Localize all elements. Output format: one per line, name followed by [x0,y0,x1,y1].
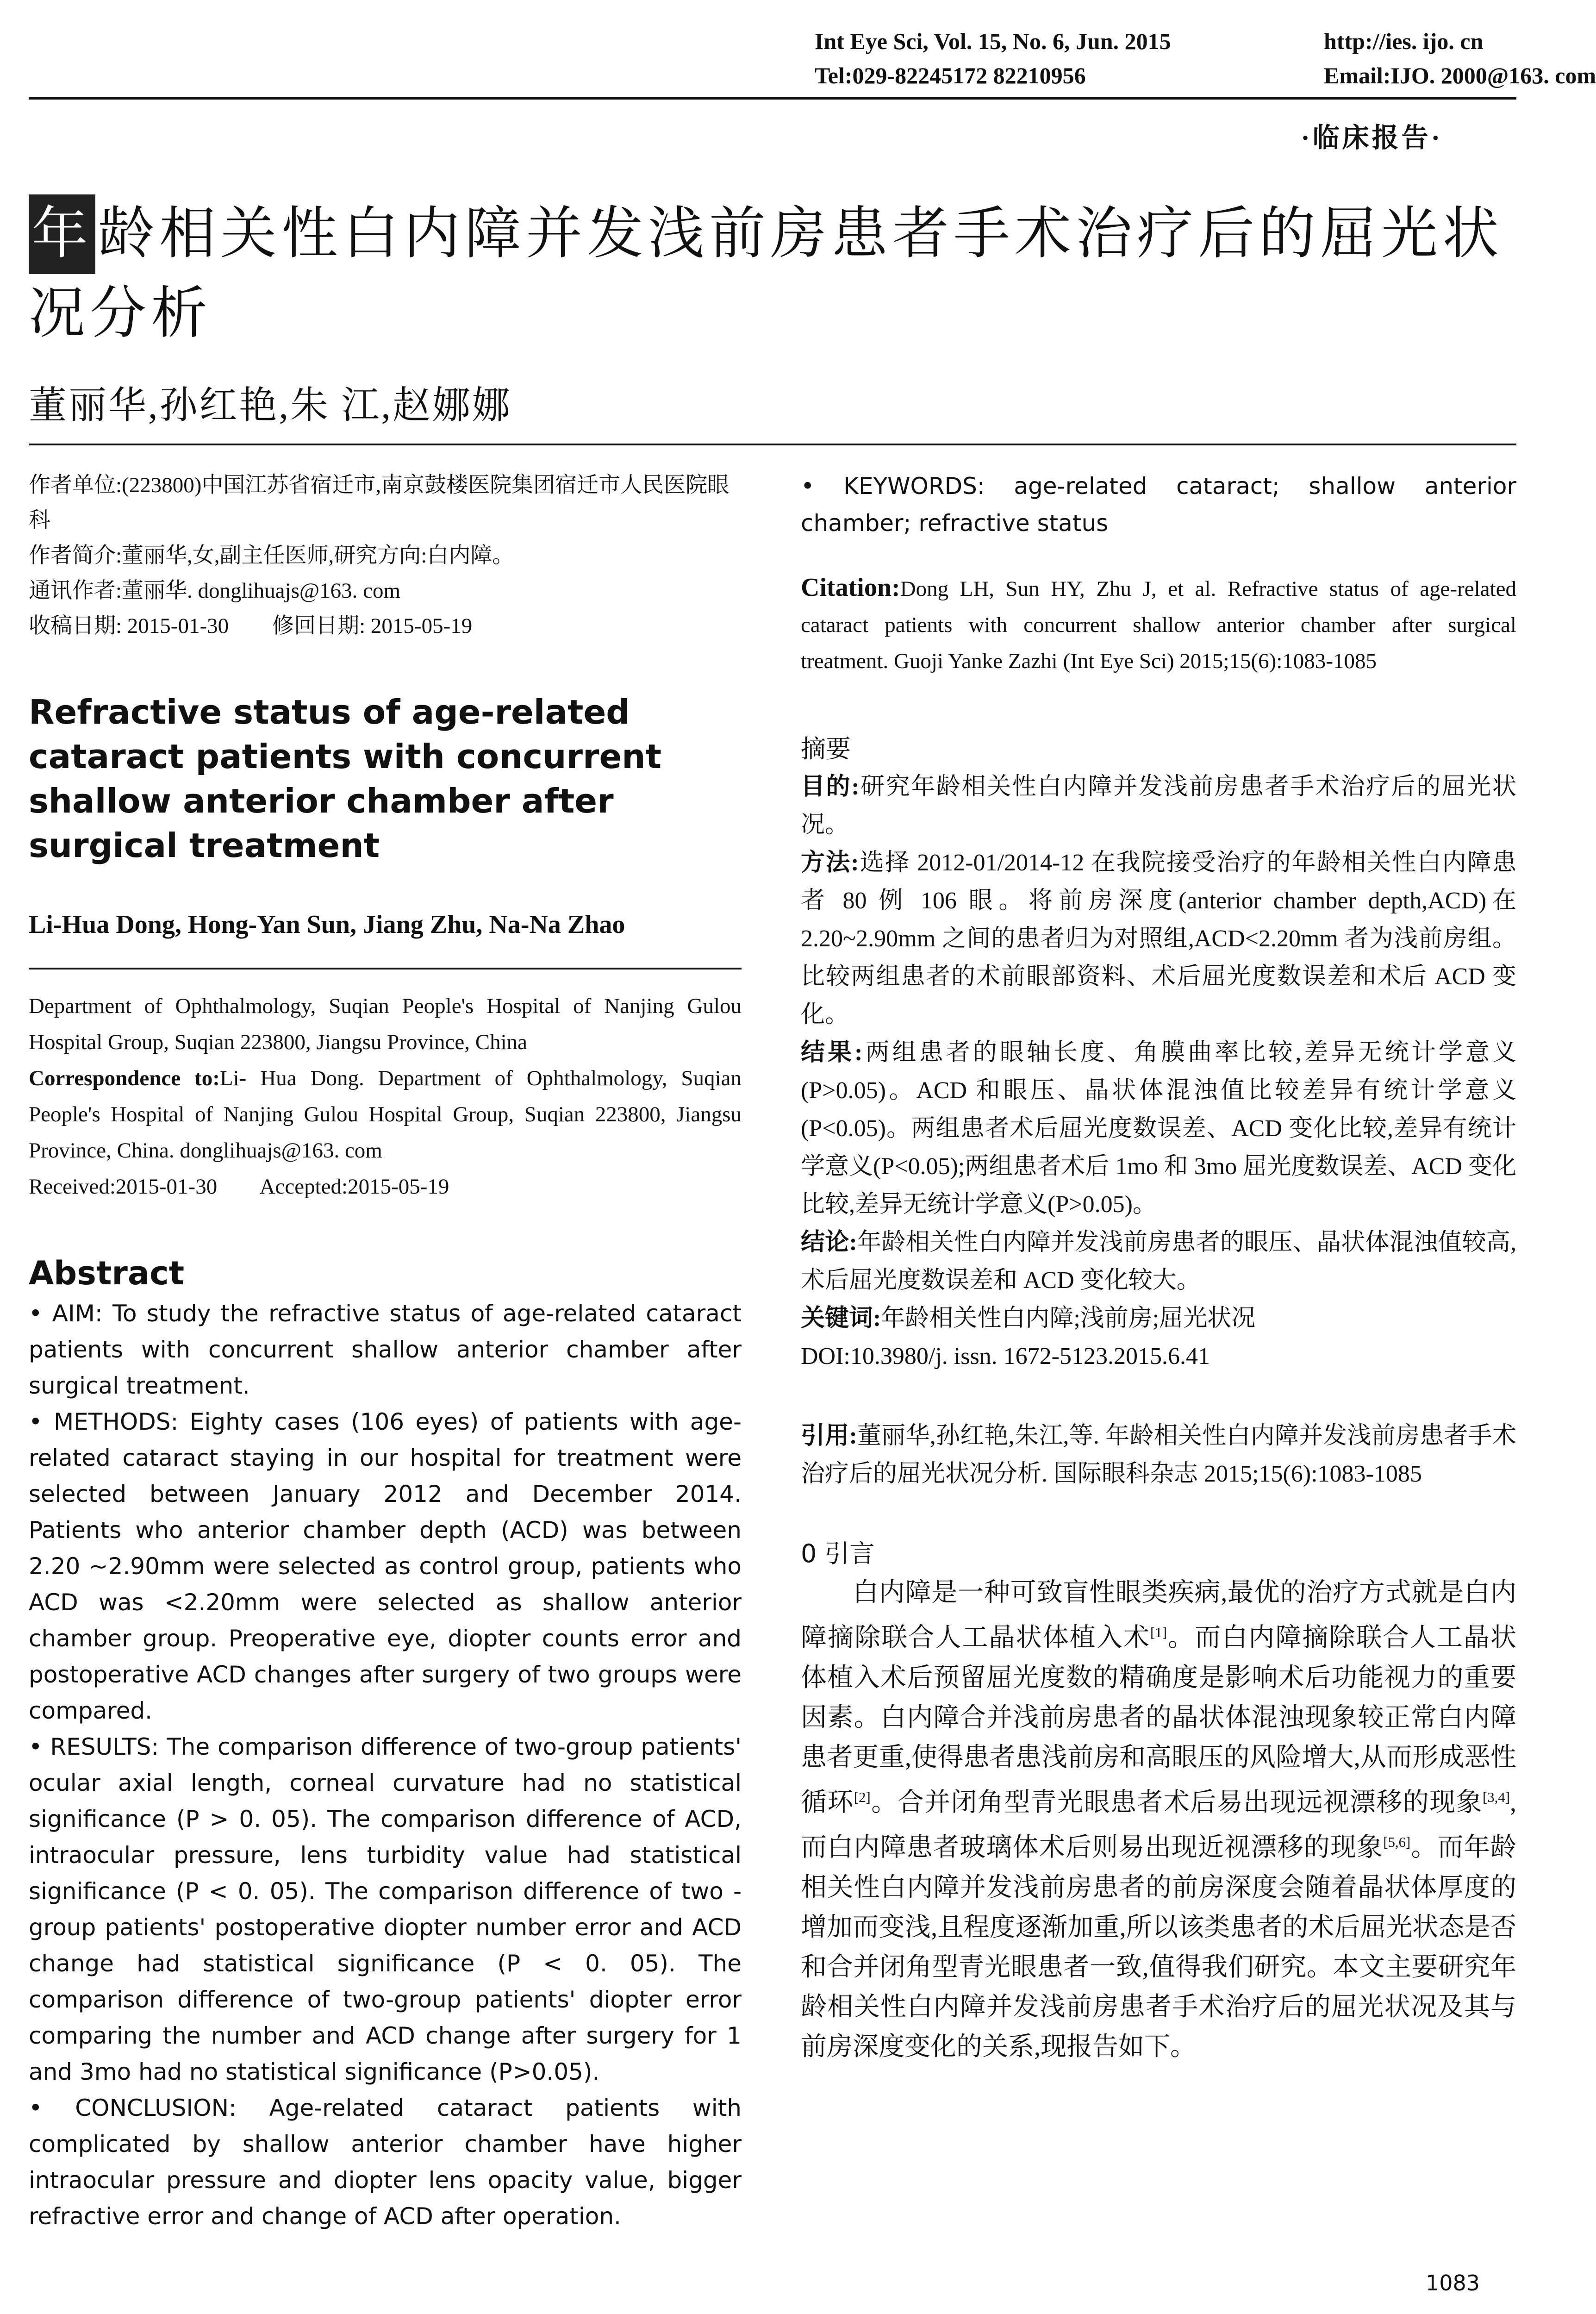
abstract-body [29,1295,742,2234]
journal-contact [1324,24,1596,93]
zh-conclusion-text: 年龄相关性白内障并发浅前房患者的眼压、晶状体混浊值较高,术后屈光度数误差和 ACD 变化较大。 [801,1229,1516,1294]
en-title: Refractive status of age-related cataract patients with concurrent shallow anterior chamber after surgical treatment [29,693,661,865]
en-authors: Li-Hua Dong, Hong-Yan Sun, Jiang Zhu, Na-Na Zhao [29,910,625,939]
title-rule [29,444,1516,445]
journal-citation: Int Eye Sci, Vol. 15, No. 6, Jun. 2015 [815,28,1171,54]
title-text: 龄相关性白内障并发浅前房患者手术治疗后的屈光状况分析 [29,203,1503,345]
zh-methods [801,844,1516,1034]
zh-methods-text: 选择 2012-01/2014-12 在我院接受治疗的年龄相关性白内障患者 80 例 106 眼。将前房深度(anterior chamber depth,ACD)在 2.20~2.90mm 之间的患者归为对照组,ACD<2.20mm 者为浅前房组。比较两组患者的术前眼部资料、术后屈光度数误差和术后 ACD 变化。 [801,850,1516,1028]
affiliation-block [29,988,742,1205]
journal-url[interactable]: http://ies. ijo. cn [1324,28,1484,54]
journal-email[interactable]: Email:IJO. 2000@163. com [1324,63,1596,88]
zh-conclusion-label: 结论: [801,1229,857,1256]
cn-affiliation: 作者单位:(223800)中国江苏省宿迁市,南京鼓楼医院集团宿迁市人民医院眼科 [29,473,729,532]
abstract-conclusion: • CONCLUSION: Age-related cataract patients with complicated by shallow anterior chamber have higher intraocular pressure and diopter lens opacity value, bigger refractive error and change of ACD after operation. [29,2095,742,2230]
zh-results-text: 两组患者的眼轴长度、角膜曲率比较,差异无统计学意义(P>0.05)。ACD 和眼压、晶状体混浊值比较差异有统计学意义(P<0.05)。两组患者术后屈光度数误差、ACD 变化比较,差异有统计学意义(P<0.05);两组患者术后 1mo 和 3mo 屈光度数误差、ACD 变化比较,差异无统计学意义(P>0.05)。 [801,1039,1517,1218]
intro-body [801,1573,1516,2067]
abstract-results: • RESULTS: The comparison difference of two-group patients' ocular axial length, corneal curvature had no statistical significance (P > 0. 05). The comparison difference of ACD, intraocular pressure, lens turbidity value had statistical significance (P < 0. 05). The comparison difference of two - group patients' postoperative diopter number error and ACD change had statistical significance (P < 0. 05). The comparison difference of two-group patients' diopter error comparing the number and ACD change after surgery for 1 and 3mo had no statistical significance (P>0.05). [29,1733,742,2085]
zh-methods-label: 方法: [801,850,859,876]
zh-keywords [801,1300,1516,1338]
zh-cite [801,1417,1516,1493]
ref-2[interactable]: [2] [854,1789,871,1805]
title-first-char: 年 [29,194,95,274]
zh-keywords-label: 关键词: [801,1305,881,1332]
zh-keywords-text: 年龄相关性白内障;浅前房;屈光状况 [881,1305,1256,1332]
citation-label: Citation: [801,573,900,602]
zh-abstract [801,730,1516,1376]
zh-cite-label: 引用: [801,1423,857,1449]
header-rule [29,97,1516,100]
intro-s3: 。合并闭角型青光眼患者术后易出现远视漂移的现象 [870,1788,1483,1817]
affiliation: Department of Ophthalmology, Suqian People's Hospital of Nanjing Gulou Hospital Group, Suqian 223800, Jiangsu Province, China [29,994,742,1054]
zh-abstract-heading: 摘要 [801,735,851,763]
correspondence [29,1060,742,1169]
page-title [29,194,1516,354]
zh-results-label: 结果: [801,1039,863,1066]
zh-cite-text: 董丽华,孙红艳,朱江,等. 年龄相关性白内障并发浅前房患者手术治疗后的屈光状况分析. 国际眼科杂志 2015;15(6):1083-1085 [801,1423,1516,1487]
page-number: 1083 [1425,2270,1480,2295]
zh-doi: DOI:10.3980/j. issn. 1672-5123.2015.6.41 [801,1343,1210,1370]
section-tag: ·临床报告· [1301,123,1443,153]
abstract-methods: • METHODS: Eighty cases (106 eyes) of patients with age-related cataract staying in our hospital for treatment were selected between January 2012 and December 2014. Patients who anterior chamber depth (ACD) was between 2.20 ~2.90mm were selected as control group, patients who ACD was <2.20mm were selected as shallow anterior chamber group. Preoperative eye, diopter counts error and postoperative ACD changes after surgery of two groups were compared. [29,1408,742,1724]
right-column [801,468,1516,2067]
correspondence-text: Li- Hua Dong. Department of Ophthalmology, Suqian People's Hospital of Nanjing Gulou Hospital Group, Suqian 223800, Jiangsu Province, China. donglihuajs@163. com [29,1066,742,1163]
ref-5-6[interactable]: [5,6] [1383,1834,1411,1851]
en-authors-rule [29,968,742,969]
zh-aim-label: 目的: [801,774,860,800]
intro-s4: ,而白内障患者玻璃体术后则易出现近视漂移的现象 [801,1788,1517,1862]
cn-dates: 收稿日期: 2015-01-30 修回日期: 2015-05-19 [29,614,473,638]
journal-tel: Tel:029-82245172 82210956 [815,63,1086,88]
abstract-aim: • AIM: To study the refractive status of age-related cataract patients with concurrent shallow anterior chamber after surgical treatment. [29,1300,742,1399]
abstract-heading: Abstract [29,1254,185,1292]
intro-s1: 白内障是一种可致盲性眼类疾病,最优的治疗方式就是白内障摘除联合人工晶状体植入术 [801,1578,1516,1652]
intro-heading: 0 引言 [801,1539,875,1568]
ref-3-4[interactable]: [3,4] [1483,1789,1510,1805]
intro-s5: 。而年龄相关性白内障并发浅前房患者的前房深度会随着晶状体厚度的增加而变浅,且程度逐渐加重,所以该类患者的术后屈光状态是否和合并闭角型青光眼患者一致,值得我们研究。本文主要研究年龄相关性白内障并发浅前房患者手术治疗后的屈光状况及其与前房深度变化的关系,现报告如下。 [801,1833,1517,2061]
cn-correspondence: 通讯作者:董丽华. donglihuajs@163. com [29,579,401,603]
left-column [29,468,742,2234]
zh-aim-text: 研究年龄相关性白内障并发浅前房患者手术治疗后的屈光状况。 [801,774,1516,838]
zh-aim [801,768,1516,844]
keywords: • KEYWORDS: age-related cataract; shallow anterior chamber; refractive status [801,473,1516,537]
zh-conclusion [801,1224,1516,1300]
citation-block [801,569,1516,679]
cn-meta [29,468,742,644]
authors-cn: 董丽华,孙红艳,朱 江,赵娜娜 [29,384,512,426]
citation-text: Dong LH, Sun HY, Zhu J, et al. Refractive status of age-related cataract patients with concurrent shallow anterior chamber after surgical treatment. Guoji Yanke Zazhi (Int Eye Sci) 2015;15(6):1083-1085 [801,577,1516,673]
cn-author-bio: 作者简介:董丽华,女,副主任医师,研究方向:白内障。 [29,544,514,568]
ref-1[interactable]: [1] [1150,1625,1167,1640]
received-dates: Received:2015-01-30 Accepted:2015-05-19 [29,1175,449,1199]
correspondence-label: Correspondence to: [29,1066,220,1090]
journal-info [815,24,1171,93]
intro-s2: 。而白内障摘除联合人工晶状体植入术后预留屈光度数的精确度是影响术后功能视力的重要因素。白内障合并浅前房患者的晶状体混浊现象较正常白内障患者更重,使得患者患浅前房和高眼压的风险增大,从而形成恶性循环 [801,1623,1517,1817]
zh-results [801,1034,1516,1224]
